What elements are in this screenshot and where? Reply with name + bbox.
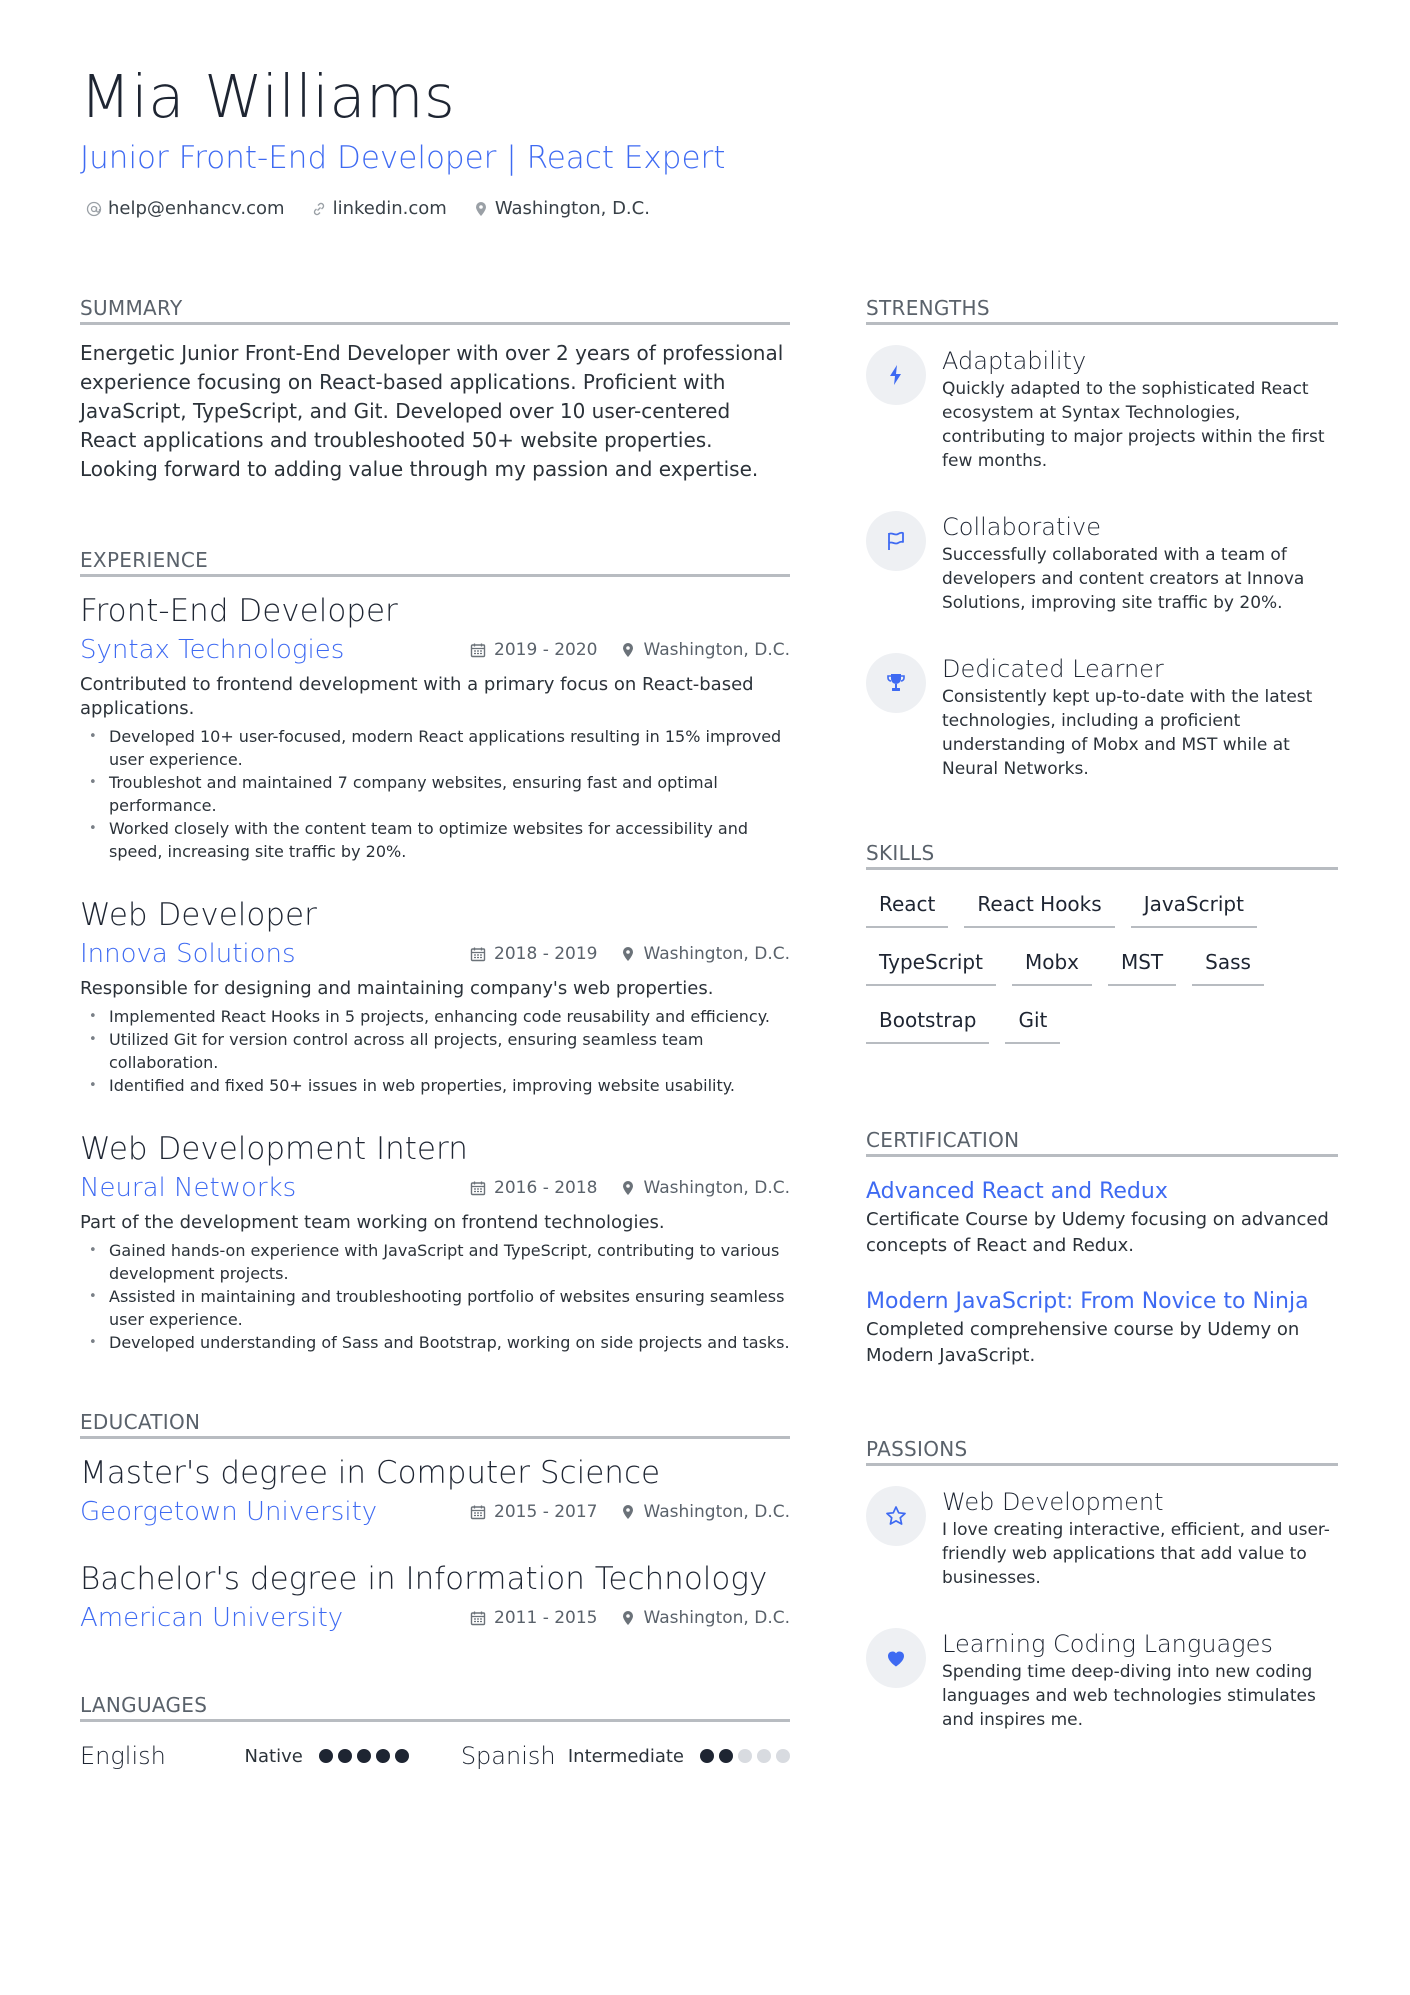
proficiency-dot: [700, 1749, 714, 1763]
passion-item: [866, 1628, 1338, 1732]
certification-section: [866, 1128, 1338, 1369]
candidate-name: Mia Williams: [80, 62, 456, 131]
map-pin-icon: [620, 1504, 636, 1520]
map-pin-icon: [620, 1180, 636, 1196]
passion-description: Spending time deep-diving into new coding languages and web technologies stimulates and inspires me.: [942, 1662, 1316, 1730]
proficiency-dot: [357, 1749, 371, 1763]
experience-bullets: [80, 725, 790, 863]
certification-heading: CERTIFICATION: [866, 1128, 1338, 1157]
passions-section: [866, 1437, 1338, 1732]
experience-description: Part of the development team working on frontend technologies.: [80, 1212, 665, 1233]
experience-dates: 2019 - 2020: [494, 640, 598, 660]
proficiency-dot: [395, 1749, 409, 1763]
experience-description: Contributed to frontend development with a primary focus on React-based applications.: [80, 674, 754, 719]
experience-bullets: [80, 1005, 790, 1097]
experience-location: Washington, D.C.: [643, 1178, 790, 1198]
summary-heading: SUMMARY: [80, 296, 790, 325]
summary-section: [80, 296, 790, 484]
passion-title: Learning Coding Languages: [942, 1630, 1273, 1658]
bullet-item: • Utilized Git for version control across all projects, ensuring seamless team collaboration.: [80, 1028, 790, 1074]
strength-item: [866, 345, 1338, 473]
map-pin-icon: [473, 201, 489, 217]
education-school: Georgetown University: [80, 1497, 378, 1527]
strength-title: Dedicated Learner: [942, 655, 1164, 683]
location-text: Washington, D.C.: [494, 198, 650, 219]
link-icon: [311, 201, 327, 217]
experience-description: Responsible for designing and maintaining company's web properties.: [80, 978, 714, 999]
passion-description: I love creating interactive, efficient, and user-friendly web applications that add value to businesses.: [942, 1520, 1330, 1588]
education-item: [80, 1559, 790, 1637]
bullet-item: • Assisted in maintaining and troubleshooting portfolio of websites ensuring seamless user experience.: [80, 1285, 790, 1331]
skill-tag: Git: [1005, 1002, 1060, 1044]
summary-text: Energetic Junior Front-End Developer with over 2 years of professional experience focusing on React-based applications. Proficient with JavaScript, TypeScript, and Git. Developed over 10 user-centered React applications and troubleshooted 50+ website properties. Looking forward to adding value through my passion and expertise.: [80, 341, 784, 481]
education-degree: Bachelor's degree in Information Technology: [80, 1561, 768, 1597]
bullet-item: • Implemented React Hooks in 5 projects, enhancing code reusability and efficiency.: [80, 1005, 790, 1028]
language-name: Spanish: [460, 1742, 556, 1770]
experience-heading: EXPERIENCE: [80, 548, 790, 577]
calendar-icon: [470, 1610, 486, 1626]
experience-company: Neural Networks: [80, 1173, 297, 1203]
certification-item: [866, 1177, 1338, 1259]
bullet-item: • Gained hands-on experience with JavaScript and TypeScript, contributing to various development projects.: [80, 1239, 790, 1285]
skill-tag: Mobx: [1012, 944, 1092, 986]
strengths-heading: STRENGTHS: [866, 296, 1338, 325]
skill-tag: React Hooks: [964, 886, 1114, 928]
languages-section: [80, 1693, 790, 1776]
right-column: [866, 296, 1338, 1770]
bullet-item: • Identified and fixed 50+ issues in web properties, improving website usability.: [80, 1074, 790, 1097]
education-heading: EDUCATION: [80, 1410, 790, 1439]
language-dots: [319, 1749, 409, 1763]
contact-linkedin[interactable]: [311, 198, 447, 219]
email-text: help@enhancv.com: [108, 198, 285, 219]
flag-icon: [866, 511, 926, 571]
star-icon: [866, 1486, 926, 1546]
strength-title: Collaborative: [942, 513, 1102, 541]
strength-item: [866, 653, 1338, 781]
linkedin-text: linkedin.com: [332, 198, 447, 219]
contact-bar: [86, 198, 650, 219]
trophy-icon: [866, 653, 926, 713]
bullet-item: • Developed understanding of Sass and Bootstrap, working on side projects and tasks.: [80, 1331, 790, 1354]
skill-tag: Bootstrap: [866, 1002, 989, 1044]
experience-bullets: [80, 1239, 790, 1354]
strengths-section: [866, 296, 1338, 781]
proficiency-dot: [719, 1749, 733, 1763]
languages-row: [80, 1736, 790, 1776]
experience-dates: 2016 - 2018: [494, 1178, 598, 1198]
skill-tag: MST: [1108, 944, 1176, 986]
certification-item: [866, 1287, 1338, 1369]
strength-title: Adaptability: [942, 347, 1087, 375]
education-dates: 2015 - 2017: [494, 1502, 598, 1522]
skills-list: [866, 886, 1338, 1044]
education-location: Washington, D.C.: [643, 1502, 790, 1522]
calendar-icon: [470, 946, 486, 962]
education-dates: 2011 - 2015: [494, 1608, 598, 1628]
bolt-icon: [866, 345, 926, 405]
experience-dates: 2018 - 2019: [494, 944, 598, 964]
certification-title: Modern JavaScript: From Novice to Ninja: [866, 1289, 1309, 1314]
passion-item: [866, 1486, 1338, 1590]
education-school: American University: [80, 1603, 344, 1633]
bullet-item: • Developed 10+ user-focused, modern React applications resulting in 15% improved user experience.: [80, 725, 790, 771]
experience-section: [80, 548, 790, 1354]
experience-title: Web Development Intern: [80, 1131, 468, 1167]
calendar-icon: [470, 642, 486, 658]
at-icon: [86, 201, 102, 217]
proficiency-dot: [338, 1749, 352, 1763]
skill-tag: JavaScript: [1131, 886, 1257, 928]
language-level: Intermediate: [567, 1745, 684, 1767]
job-title: Junior Front-End Developer | React Expert: [80, 140, 726, 176]
certification-description: Completed comprehensive course by Udemy on Modern JavaScript.: [866, 1319, 1300, 1366]
experience-title: Web Developer: [80, 897, 317, 933]
passions-heading: PASSIONS: [866, 1437, 1338, 1466]
language-name: English: [80, 1742, 166, 1770]
education-item: [80, 1453, 790, 1531]
calendar-icon: [470, 1504, 486, 1520]
contact-location: [473, 198, 650, 219]
proficiency-dot: [319, 1749, 333, 1763]
strength-item: [866, 511, 1338, 615]
experience-company: Syntax Technologies: [80, 635, 345, 665]
language-dots: [700, 1749, 790, 1763]
education-degree: Master's degree in Computer Science: [80, 1455, 661, 1491]
certification-description: Certificate Course by Udemy focusing on advanced concepts of React and Redux.: [866, 1209, 1329, 1256]
calendar-icon: [470, 1180, 486, 1196]
heart-icon: [866, 1628, 926, 1688]
bullet-item: • Troubleshot and maintained 7 company websites, ensuring fast and optimal performance.: [80, 771, 790, 817]
education-location: Washington, D.C.: [643, 1608, 790, 1628]
skill-tag: TypeScript: [866, 944, 996, 986]
experience-title: Front-End Developer: [80, 593, 398, 629]
left-column: [80, 296, 790, 1776]
experience-item: [80, 1129, 790, 1354]
proficiency-dot: [757, 1749, 771, 1763]
experience-item: [80, 895, 790, 1097]
certification-title: Advanced React and Redux: [866, 1179, 1168, 1204]
proficiency-dot: [738, 1749, 752, 1763]
skills-heading: SKILLS: [866, 841, 1338, 870]
strength-description: Consistently kept up-to-date with the latest technologies, including a proficient understanding of Mobx and MST while at Neural Networks.: [942, 687, 1313, 779]
skill-tag: Sass: [1192, 944, 1264, 986]
strength-description: Quickly adapted to the sophisticated React ecosystem at Syntax Technologies, contributing to major projects within the first few months.: [942, 379, 1325, 471]
education-section: [80, 1410, 790, 1637]
experience-location: Washington, D.C.: [643, 944, 790, 964]
strength-description: Successfully collaborated with a team of developers and content creators at Innova Solutions, improving site traffic by 20%.: [942, 545, 1305, 613]
map-pin-icon: [620, 642, 636, 658]
skill-tag: React: [866, 886, 948, 928]
experience-item: [80, 591, 790, 863]
map-pin-icon: [620, 1610, 636, 1626]
contact-email[interactable]: [86, 198, 285, 219]
proficiency-dot: [776, 1749, 790, 1763]
skills-section: [866, 841, 1338, 1044]
experience-company: Innova Solutions: [80, 939, 296, 969]
languages-heading: LANGUAGES: [80, 1693, 790, 1722]
proficiency-dot: [376, 1749, 390, 1763]
bullet-item: • Worked closely with the content team to optimize websites for accessibility and speed, increasing site traffic by 20%.: [80, 817, 790, 863]
passion-title: Web Development: [942, 1488, 1164, 1516]
map-pin-icon: [620, 946, 636, 962]
language-level: Native: [244, 1745, 303, 1767]
experience-location: Washington, D.C.: [643, 640, 790, 660]
